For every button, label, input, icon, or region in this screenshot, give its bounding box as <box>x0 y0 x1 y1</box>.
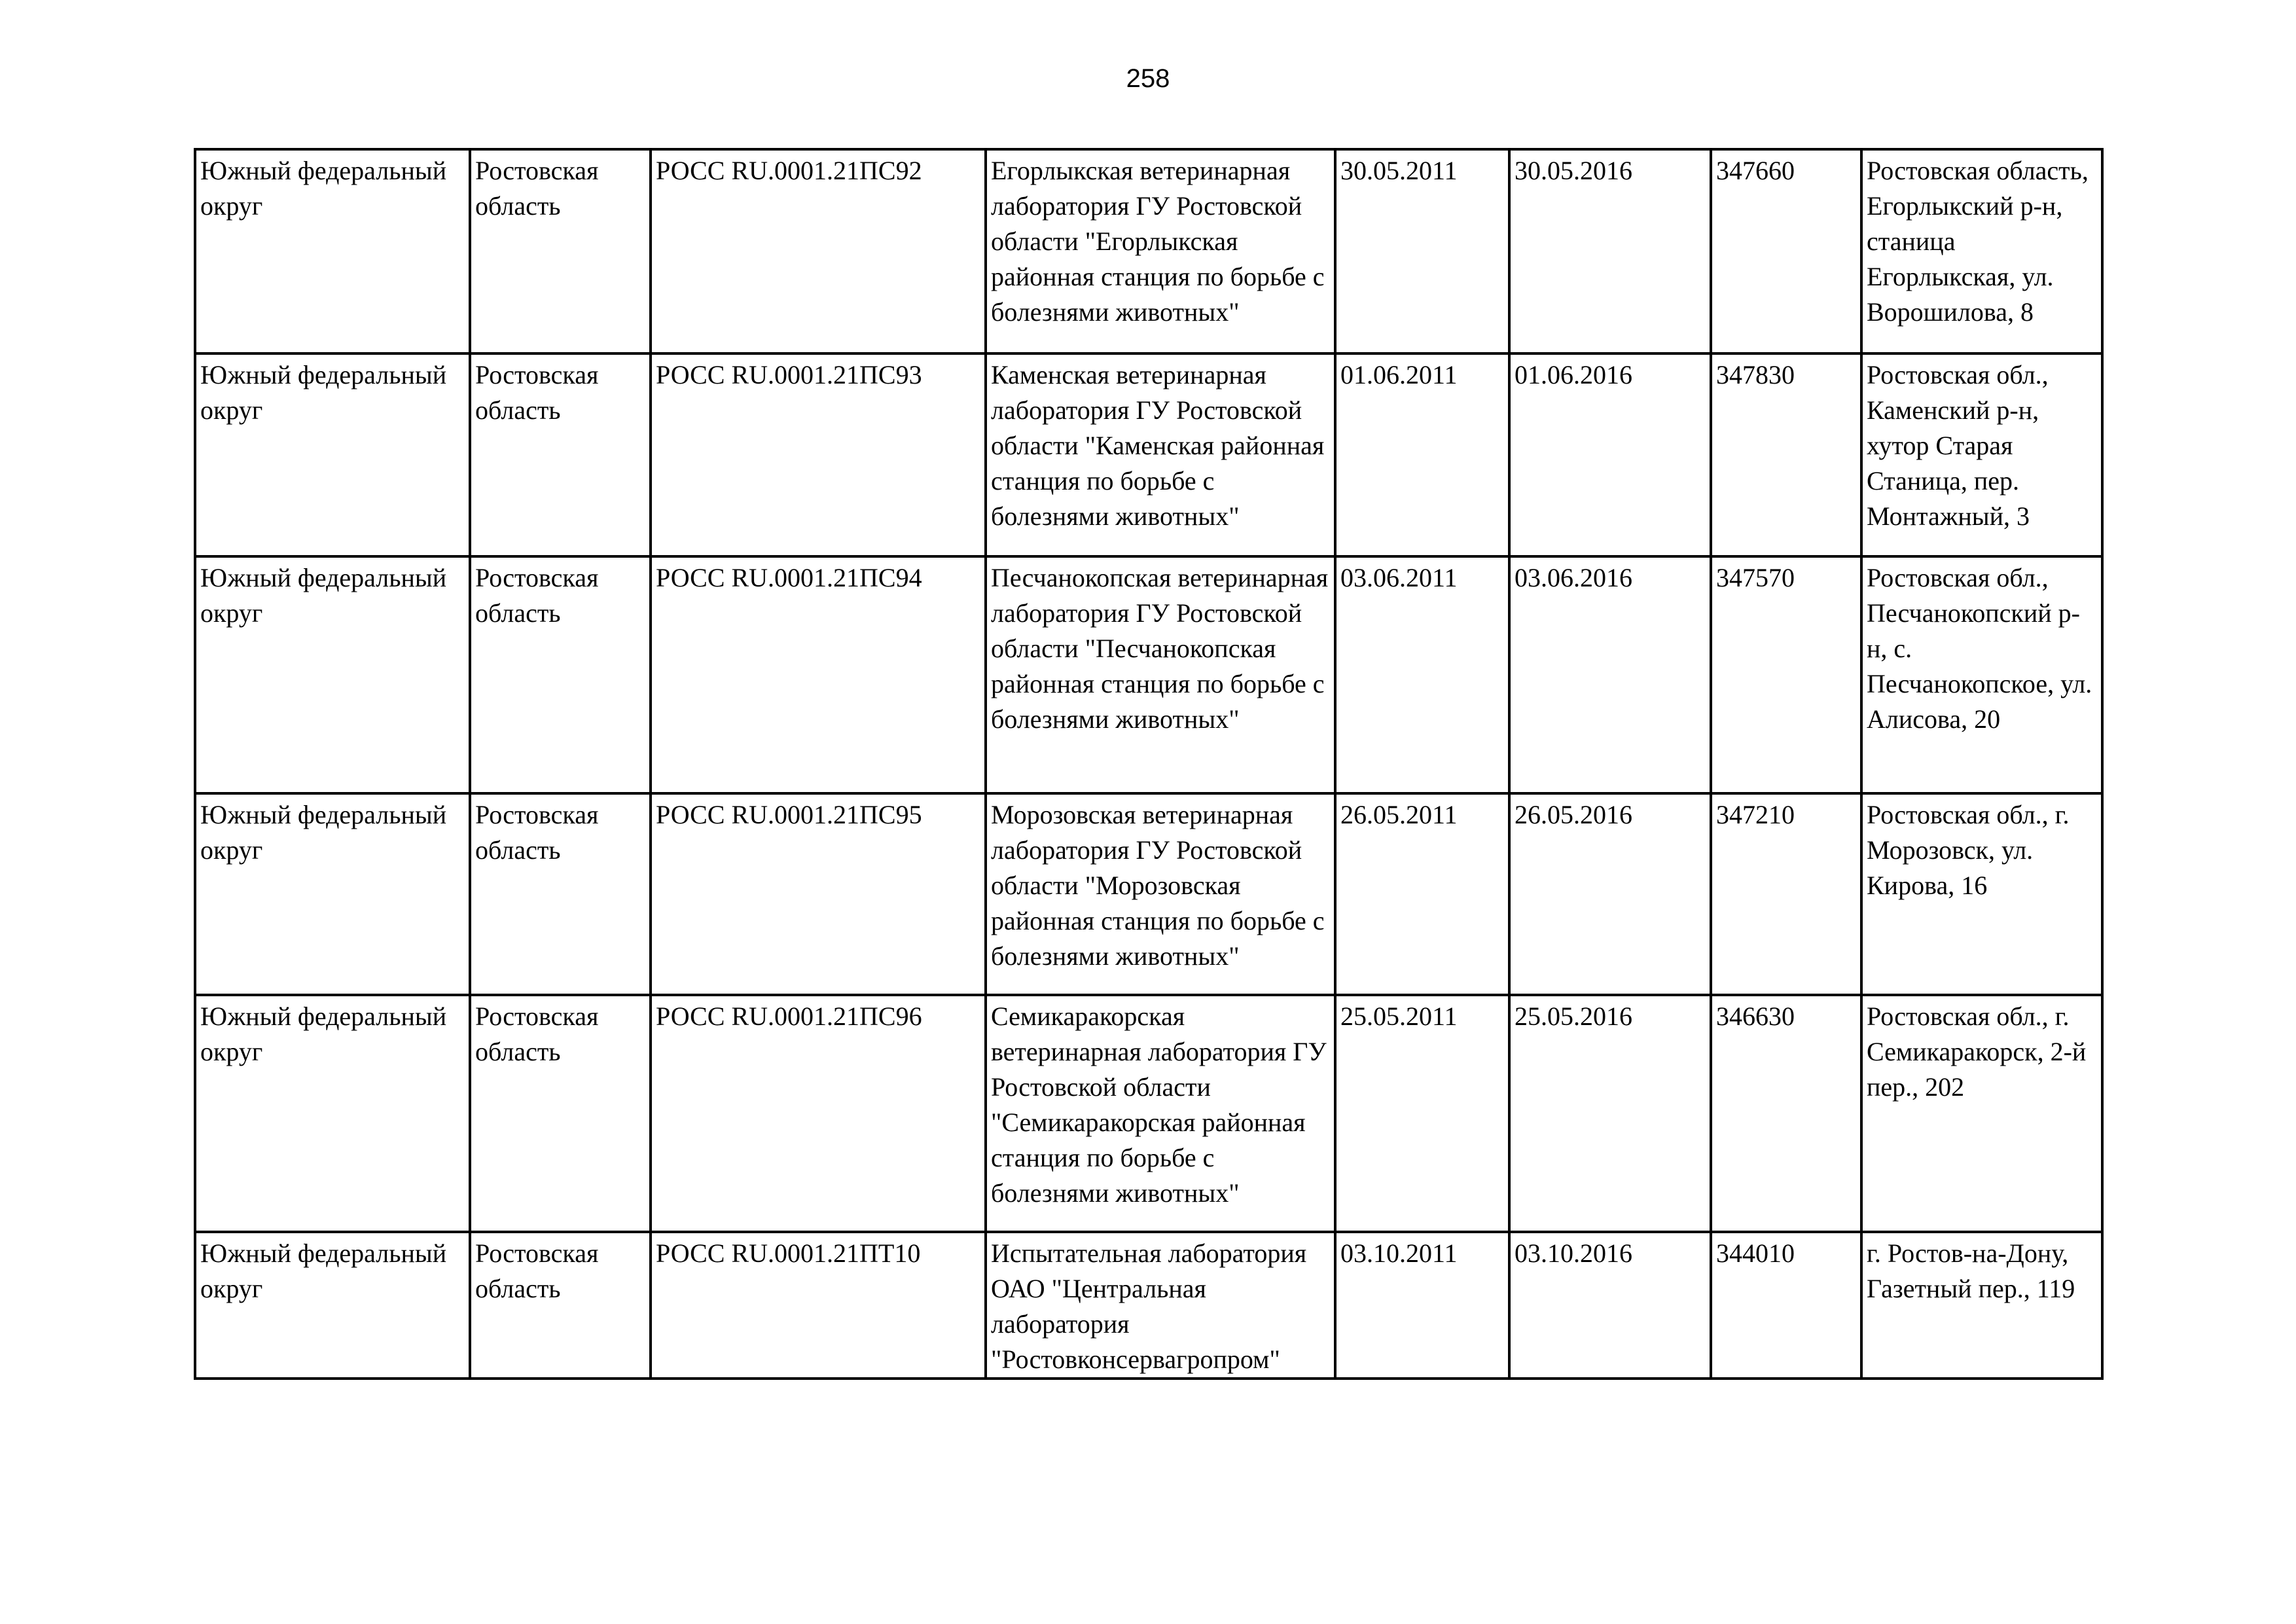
certificate-cell: РОСС RU.0001.21ПС94 <box>651 556 986 793</box>
organization-cell: Егорлыкская ветеринарная лаборатория ГУ Ростовской области "Егорлыкская районная станция по борьбе с болезнями животных" <box>986 149 1335 353</box>
region-cell: Ростовская область <box>470 793 651 995</box>
date-from-cell: 01.06.2011 <box>1335 353 1509 556</box>
certificate-cell: РОСС RU.0001.21ПС95 <box>651 793 986 995</box>
certificate-cell: РОСС RU.0001.21ПС96 <box>651 995 986 1232</box>
date-from-cell: 03.10.2011 <box>1335 1232 1509 1379</box>
district-cell: Южный федеральный округ <box>195 556 470 793</box>
table-row <box>195 556 2102 793</box>
address-cell: Ростовская обл., г. Семикаракорск, 2-й пер., 202 <box>1861 995 2102 1232</box>
date-from-cell: 25.05.2011 <box>1335 995 1509 1232</box>
postal-code-cell: 347660 <box>1711 149 1861 353</box>
address-cell: Ростовская обл., Песчанокопский р-н, с. Песчанокопское, ул. Алисова, 20 <box>1861 556 2102 793</box>
address-cell: Ростовская обл., г. Морозовск, ул. Кирова, 16 <box>1861 793 2102 995</box>
certificate-cell: РОСС RU.0001.21ПС92 <box>651 149 986 353</box>
certificate-cell: РОСС RU.0001.21ПТ10 <box>651 1232 986 1379</box>
table-row <box>195 353 2102 556</box>
date-to-cell: 26.05.2016 <box>1509 793 1711 995</box>
page-number: 258 <box>1126 64 1170 93</box>
region-cell: Ростовская область <box>470 353 651 556</box>
date-to-cell: 03.10.2016 <box>1509 1232 1711 1379</box>
postal-code-cell: 347570 <box>1711 556 1861 793</box>
address-cell: Ростовская обл., Каменский р-н, хутор Старая Станица, пер. Монтажный, 3 <box>1861 353 2102 556</box>
postal-code-cell: 346630 <box>1711 995 1861 1232</box>
table-row <box>195 149 2102 353</box>
district-cell: Южный федеральный округ <box>195 149 470 353</box>
district-cell: Южный федеральный округ <box>195 995 470 1232</box>
date-from-cell: 03.06.2011 <box>1335 556 1509 793</box>
registry-table <box>194 148 2104 1380</box>
organization-cell: Испытательная лаборатория ОАО "Центральная лаборатория "Ростовконсервагропром" <box>986 1232 1335 1379</box>
table-row <box>195 1232 2102 1379</box>
table-row <box>195 995 2102 1232</box>
organization-cell: Семикаракорская ветеринарная лаборатория ГУ Ростовской области "Семикаракорская районная станция по борьбе с болезнями животных" <box>986 995 1335 1232</box>
region-cell: Ростовская область <box>470 995 651 1232</box>
date-to-cell: 25.05.2016 <box>1509 995 1711 1232</box>
postal-code-cell: 347210 <box>1711 793 1861 995</box>
district-cell: Южный федеральный округ <box>195 793 470 995</box>
address-cell: г. Ростов-на-Дону, Газетный пер., 119 <box>1861 1232 2102 1379</box>
organization-cell: Каменская ветеринарная лаборатория ГУ Ростовской области "Каменская районная станция по борьбе с болезнями животных" <box>986 353 1335 556</box>
district-cell: Южный федеральный округ <box>195 1232 470 1379</box>
postal-code-cell: 344010 <box>1711 1232 1861 1379</box>
date-to-cell: 30.05.2016 <box>1509 149 1711 353</box>
region-cell: Ростовская область <box>470 149 651 353</box>
date-to-cell: 01.06.2016 <box>1509 353 1711 556</box>
region-cell: Ростовская область <box>470 1232 651 1379</box>
organization-cell: Песчанокопская ветеринарная лаборатория ГУ Ростовской области "Песчанокопская районная станция по борьбе с болезнями животных" <box>986 556 1335 793</box>
region-cell: Ростовская область <box>470 556 651 793</box>
date-from-cell: 30.05.2011 <box>1335 149 1509 353</box>
address-cell: Ростовская область, Егорлыкский р-н, станица Егорлыкская, ул. Ворошилова, 8 <box>1861 149 2102 353</box>
postal-code-cell: 347830 <box>1711 353 1861 556</box>
organization-cell: Морозовская ветеринарная лаборатория ГУ Ростовской области "Морозовская районная станция по борьбе с болезнями животных" <box>986 793 1335 995</box>
date-from-cell: 26.05.2011 <box>1335 793 1509 995</box>
date-to-cell: 03.06.2016 <box>1509 556 1711 793</box>
table-row <box>195 793 2102 995</box>
district-cell: Южный федеральный округ <box>195 353 470 556</box>
certificate-cell: РОСС RU.0001.21ПС93 <box>651 353 986 556</box>
